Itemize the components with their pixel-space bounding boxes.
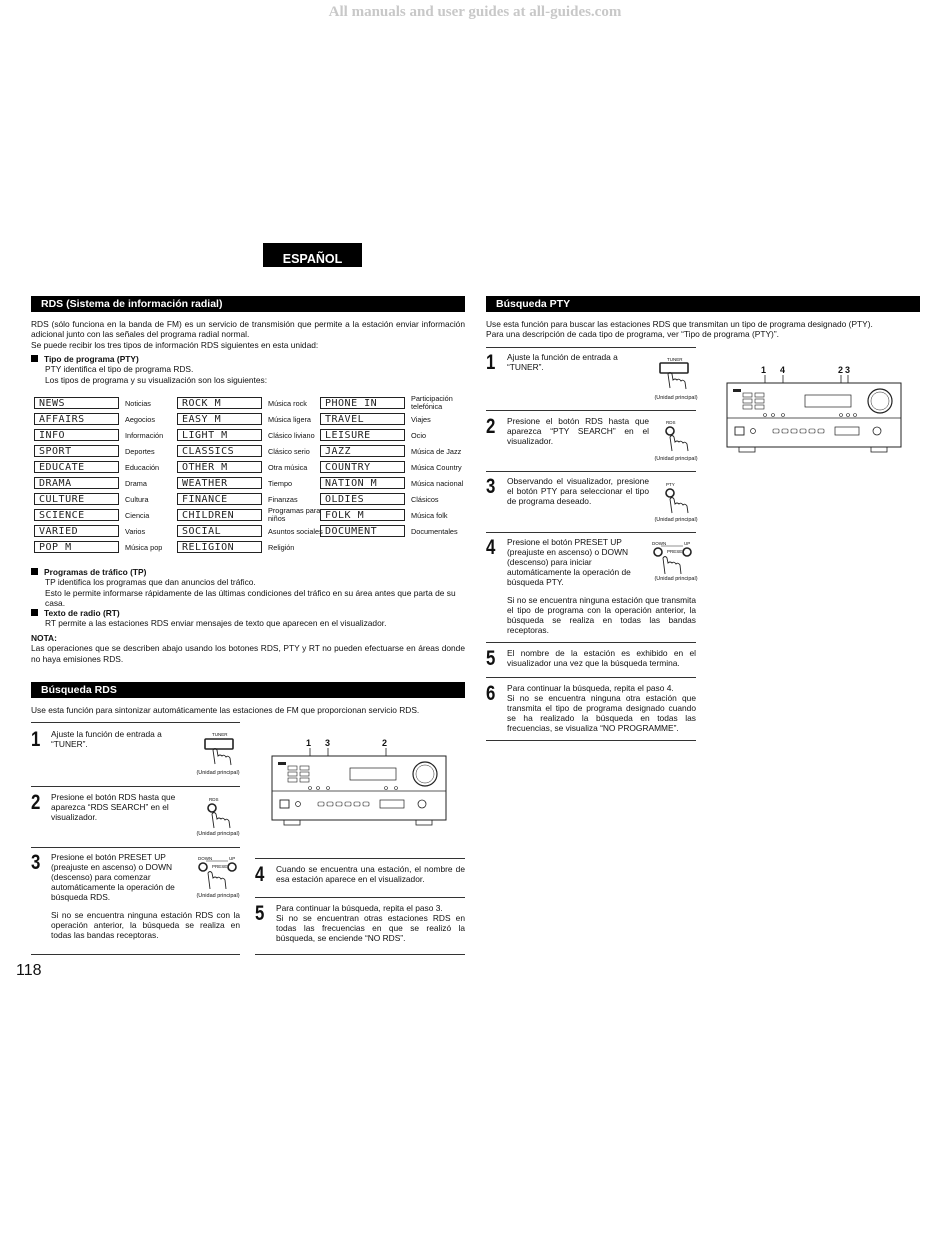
pty-description: Cultura (125, 495, 149, 504)
step-text: Ajuste la función de entrada a “TUNER”. (51, 729, 162, 749)
nota-text: Las operaciones que se describen abajo usando los botones RDS, PTY y RT no pueden efectuarse en áreas donde no haya emisiones RDS. (31, 643, 465, 664)
step-text: Presione el botón PRESET UP (preajuste en ascenso) o DOWN (descenso) para iniciar automáticamente la operación de búsqueda PTY. (507, 537, 631, 587)
tp-rt-section (31, 567, 465, 629)
rds-button-press-icon (203, 802, 237, 832)
step-note: Si no se encuentra ninguna otra estación que transmita el tipo de programa designado cuando se ha realizado la búsqueda en todas las frecuencias, se visualiza “NO PROGRAMME”. (507, 693, 696, 733)
pty-description: Música de Jazz (411, 447, 462, 456)
pty-description: Drama (125, 479, 147, 488)
pty-line-1: PTY identifica el tipo de programa RDS. (45, 364, 194, 375)
rt-title: Texto de radio (RT) (44, 608, 120, 618)
pty-code-display: SOCIAL (177, 525, 262, 537)
step-text: Cuando se encuentra una estación, el nombre de esa estación aparece en el visualizador. (276, 864, 465, 884)
pty-description: Tiempo (268, 479, 293, 488)
rt-line-1: RT permite a las estaciones RDS enviar mensajes de texto que aparecen en el visualizador. (45, 618, 387, 629)
pty-code-display: AFFAIRS (34, 413, 119, 425)
step-number: 4 (255, 863, 265, 886)
step-note: Si no se encuentran otras estaciones RDS en todas las frecuencias en que se realizó la búsqueda, se enciende “NO RDS”. (276, 913, 465, 943)
pty-description: Ocio (411, 431, 427, 440)
pty-step-5 (486, 648, 696, 676)
step-text: Para continuar la búsqueda, repita el paso 3. (276, 903, 443, 913)
step-caption: (Unidad principal) (654, 395, 698, 401)
divider (486, 677, 696, 678)
pty-description: Clásico liviano (268, 431, 315, 440)
pty-step-1 (486, 352, 696, 407)
pty-code-display: NEWS (34, 397, 119, 409)
step-number: 2 (486, 415, 496, 438)
rds-step-4 (255, 864, 465, 894)
bullet-square-icon (31, 609, 38, 616)
down-label: DOWN (652, 541, 667, 546)
rds-button-label: RDS (666, 420, 676, 425)
up-label: UP (229, 856, 236, 861)
pty-intro-text-2: Para una descripción de cada tipo de programa, ver “Tipo de programa (PTY)”. (486, 329, 779, 340)
callout-number: 3 (325, 738, 331, 748)
divider (31, 786, 240, 787)
pty-description: Aegocios (125, 415, 156, 424)
tp-line-1: TP identifica los programas que dan anuncios del tráfico. (45, 577, 256, 588)
step-text: Para continuar la búsqueda, repita el paso 4. (507, 683, 674, 693)
tuner-button-label: TUNER (667, 357, 683, 362)
divider (31, 847, 240, 848)
step-caption: (Unidad principal) (654, 576, 698, 582)
preset-label: PRESET (212, 864, 231, 869)
pty-code-display: EASY M (177, 413, 262, 425)
preset-label: PRESET (667, 549, 686, 554)
pty-code-display: SPORT (34, 445, 119, 457)
pty-code-display: NATION M (320, 477, 405, 489)
step-number: 1 (31, 728, 41, 751)
busqueda-pty-intro (486, 319, 920, 340)
step-text: Presione el botón RDS hasta que aparezca “PTY SEARCH” en el visualizador. (507, 416, 649, 446)
pty-code-display: RELIGION (177, 541, 262, 553)
pty-description: Viajes (411, 415, 431, 424)
pty-code-display: POP M (34, 541, 119, 553)
bullet-square-icon (31, 355, 38, 362)
callout-number: 4 (780, 365, 786, 375)
pty-description: Ciencia (125, 511, 150, 520)
rds-section-heading: RDS (Sistema de información radial) (31, 296, 465, 312)
step-note: Si no se encuentra ninguna estación RDS con la operación anterior, la búsqueda se realiza en todas las bandas receptoras. (51, 910, 240, 940)
callout-number: 1 (306, 738, 312, 748)
step-number: 5 (255, 902, 265, 925)
pty-code-display: JAZZ (320, 445, 405, 457)
pty-code-display: FINANCE (177, 493, 262, 505)
pty-code-display: CHILDREN (177, 509, 262, 521)
language-tab: ESPAÑOL (263, 243, 362, 267)
pty-description: Información (125, 431, 164, 440)
rds-button-press-icon (661, 425, 695, 455)
pty-description: Asuntos sociales (268, 527, 323, 536)
pty-description: Varios (125, 527, 146, 536)
divider (486, 410, 696, 411)
receiver-front-panel-diagram (270, 748, 450, 828)
pty-code-display: TRAVEL (320, 413, 405, 425)
busqueda-rds-heading: Búsqueda RDS (31, 682, 465, 698)
pty-description: Música pop (125, 543, 163, 552)
pty-button-label: PTY (666, 482, 675, 487)
tuner-button-label: TUNER (212, 732, 228, 737)
receiver-front-panel-diagram (725, 375, 905, 455)
pty-description: Clásico serio (268, 447, 310, 456)
callout-number: 3 (845, 365, 851, 375)
pty-step-4 (486, 537, 696, 637)
busqueda-pty-heading: Búsqueda PTY (486, 296, 920, 312)
pty-button-press-icon (661, 487, 695, 517)
pty-description: Música nacional (411, 479, 464, 488)
pty-description: Participación telefónica (411, 394, 453, 411)
pty-code-display: PHONE IN (320, 397, 405, 409)
divider (486, 347, 696, 348)
tuner-button-press-icon (201, 738, 241, 770)
step-text: Observando el visualizador, presione el botón PTY para seleccionar el tipo de programa deseado. (507, 476, 649, 506)
divider (486, 740, 696, 741)
pty-intro-text: Use esta función para buscar las estaciones RDS que transmitan un tipo de programa designado (PTY). (486, 319, 873, 329)
step-caption: (Unidad principal) (654, 456, 698, 462)
step-text: Presione el botón PRESET UP (preajuste en ascenso) o DOWN (descenso) para comenzar automáticamente la operación de búsqueda RDS. (51, 852, 175, 902)
page-number: 118 (16, 962, 42, 979)
step-number: 1 (486, 351, 496, 374)
callout-number: 2 (838, 365, 844, 375)
pty-description: Música ligera (268, 415, 311, 424)
pty-step-6 (486, 683, 696, 738)
rds-step-5 (255, 903, 465, 951)
pty-description: Programas para niños (268, 506, 321, 523)
pty-table (34, 394, 474, 557)
step-text: Ajuste la función de entrada a “TUNER”. (507, 352, 618, 372)
pty-line-2: Los tipos de programa y su visualización son los siguientes: (45, 374, 268, 385)
step-number: 3 (486, 475, 496, 498)
up-label: UP (684, 541, 691, 546)
nota (31, 633, 465, 664)
divider (255, 897, 465, 898)
pty-description: Noticias (125, 399, 151, 408)
nota-title: NOTA: (31, 633, 57, 643)
pty-code-display: SCIENCE (34, 509, 119, 521)
divider (486, 471, 696, 472)
step-number: 2 (31, 791, 41, 814)
preset-button-press-icon (651, 544, 696, 576)
down-label: DOWN (198, 856, 213, 861)
pty-code-display: EDUCATE (34, 461, 119, 473)
rds-intro-text: RDS (sólo funciona en la banda de FM) es un servicio de transmisión que permite a la estación enviar información adicional junto con las señales del programa radial normal. (31, 319, 465, 340)
tp-line-2: Esto le permite informarse rápidamente de las últimas condiciones del tráfico en su área antes que parta de su casa. (45, 587, 456, 608)
busqueda-rds-intro: Use esta función para sintonizar automáticamente las estaciones de FM que proporcionan servicio RDS. (31, 705, 420, 715)
divider (31, 722, 240, 723)
rds-step-2 (31, 792, 241, 847)
step-text: Presione el botón RDS hasta que aparezca “RDS SEARCH” en el visualizador. (51, 792, 176, 822)
pty-description: Música folk (411, 511, 448, 520)
pty-description: Clásicos (411, 495, 439, 504)
step-caption: (Unidad principal) (196, 831, 240, 837)
pty-description: Música Country (411, 463, 462, 472)
step-number: 5 (486, 647, 496, 670)
step-text: El nombre de la estación es exhibido en el visualizador una vez que la búsqueda termina. (507, 648, 696, 668)
step-note: Si no se encuentra ninguna estación que transmita el tipo de programa con la operación anterior, la búsqueda se realiza en todas las bandas receptoras. (507, 595, 696, 635)
pty-description: Educación (125, 463, 160, 472)
rds-intro (31, 319, 465, 350)
divider (255, 954, 465, 955)
callout-number: 1 (761, 365, 767, 375)
callout-number: 2 (382, 738, 388, 748)
pty-description: Deportes (125, 447, 155, 456)
pty-description: Música rock (268, 399, 307, 408)
tuner-button-press-icon (658, 362, 698, 394)
pty-code-display: CLASSICS (177, 445, 262, 457)
pty-code-display: COUNTRY (320, 461, 405, 473)
pty-step-2 (486, 416, 696, 468)
preset-button-press-icon (196, 859, 241, 891)
pty-code-display: WEATHER (177, 477, 262, 489)
pty-code-display: FOLK M (320, 509, 405, 521)
step-number: 6 (486, 682, 496, 705)
rds-step-3 (31, 852, 241, 952)
rds-step-1 (31, 729, 241, 784)
pty-title: Tipo de programa (PTY) (44, 354, 139, 364)
step-number: 4 (486, 536, 496, 559)
pty-code-display: INFO (34, 429, 119, 441)
step-caption: (Unidad principal) (196, 893, 240, 899)
pty-code-display: LIGHT M (177, 429, 262, 441)
pty-code-display: LEISURE (320, 429, 405, 441)
pty-code-display: VARIED (34, 525, 119, 537)
step-caption: (Unidad principal) (654, 517, 698, 523)
pty-code-display: OTHER M (177, 461, 262, 473)
rds-intro-text-2: Se puede recibir los tres tipos de información RDS siguientes en esta unidad: (31, 339, 319, 350)
pty-step-3 (486, 476, 696, 531)
bullet-square-icon (31, 568, 38, 575)
pty-section (31, 354, 465, 385)
pty-code-display: ROCK M (177, 397, 262, 409)
pty-description: Documentales (411, 527, 458, 536)
tp-title: Programas de tráfico (TP) (44, 567, 147, 577)
pty-description: Finanzas (268, 495, 298, 504)
rds-button-label: RDS (209, 797, 219, 802)
pty-description: Otra música (268, 463, 308, 472)
step-caption: (Unidad principal) (196, 770, 240, 776)
pty-code-display: DRAMA (34, 477, 119, 489)
pty-code-display: CULTURE (34, 493, 119, 505)
pty-code-display: OLDIES (320, 493, 405, 505)
divider (31, 954, 240, 955)
divider (486, 642, 696, 643)
watermark: All manuals and user guides at all-guides.com (328, 4, 622, 20)
pty-description: Religión (268, 543, 295, 552)
divider (255, 858, 465, 859)
pty-code-display: DOCUMENT (320, 525, 405, 537)
divider (486, 532, 696, 533)
step-number: 3 (31, 851, 41, 874)
